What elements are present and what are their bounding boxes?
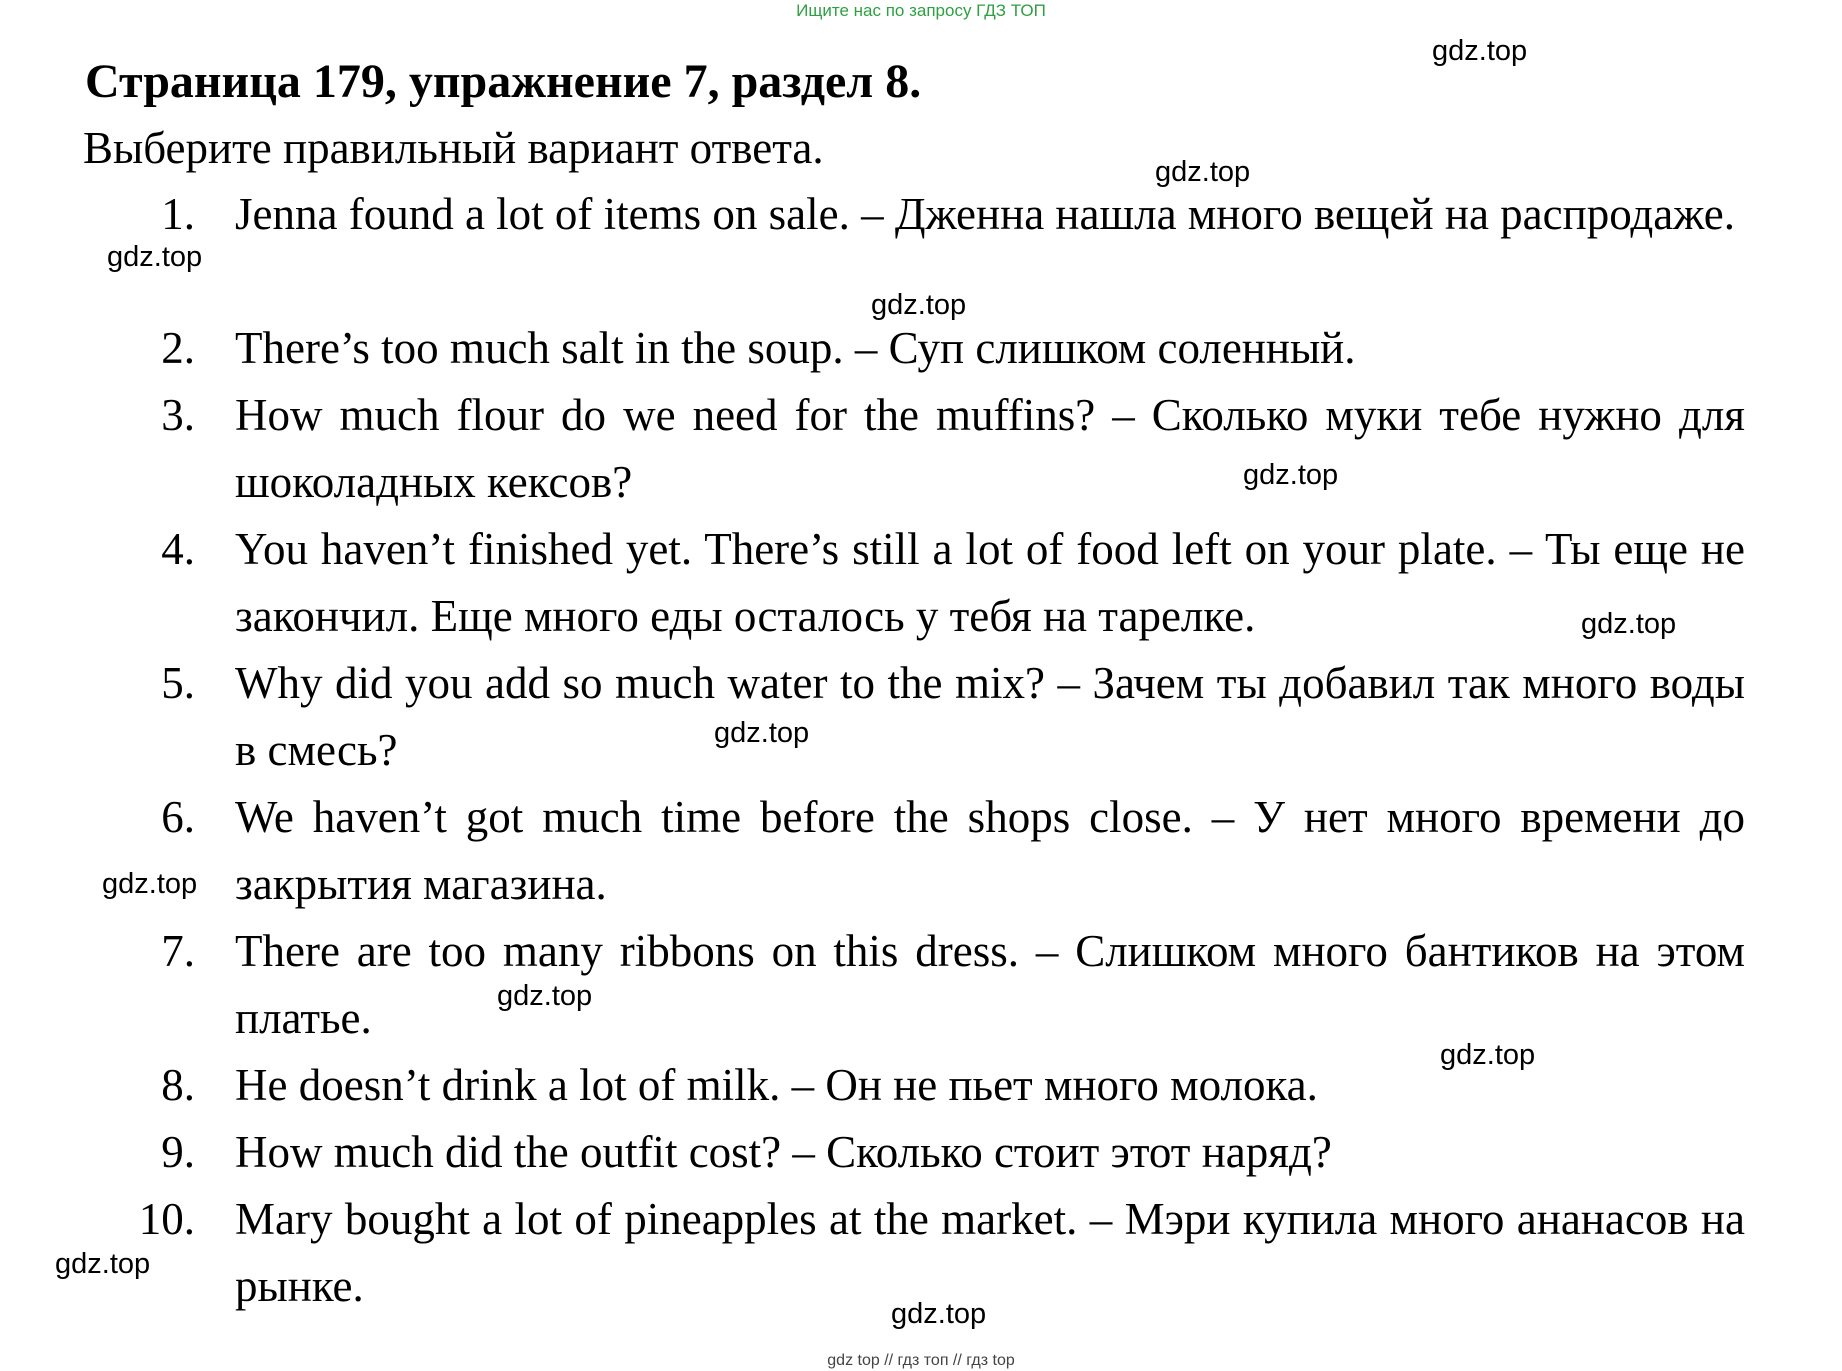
watermark: gdz.top [871, 289, 967, 321]
item-text: We haven’t got much time before the shops close. – У нет много времени до закрытия магазина. [235, 792, 1745, 909]
item-text: How much did the outfit cost? – Сколько стоит этот наряд? [235, 1127, 1332, 1177]
watermark: gdz.top [55, 1248, 151, 1280]
watermark: gdz.top [497, 980, 593, 1012]
item-number: 4. [161, 524, 195, 574]
watermark: gdz.top [891, 1298, 987, 1330]
item-text: Why did you add so much water to the mix? – Зачем ты добавил так много воды в смесь? [235, 658, 1745, 775]
watermark: gdz.top [714, 717, 810, 749]
watermark: gdz.top [107, 241, 203, 273]
item-number: 3. [161, 390, 195, 440]
item-text: You haven’t finished yet. There’s still a lot of food left on your plate. – Ты еще не закончил. Еще много еды осталось у тебя на тарелке. [235, 524, 1745, 641]
instruction: Выберите правильный вариант ответа. [83, 123, 824, 173]
watermark: gdz.top [102, 868, 198, 900]
item-number: 8. [161, 1060, 195, 1110]
watermark: gdz.top [1432, 35, 1528, 67]
item-number: 10. [138, 1194, 195, 1244]
item-text: How much flour do we need for the muffins? – Сколько муки тебе нужно для шоколадных кексов? [235, 390, 1745, 507]
watermark: gdz.top [1155, 156, 1251, 188]
item-number: 2. [161, 323, 195, 373]
watermark: gdz.top [1440, 1039, 1536, 1071]
watermark: gdz.top [1243, 459, 1339, 491]
item-text: Jenna found a lot of items on sale. – Дженна нашла много вещей на распродаже. [235, 189, 1735, 239]
top-banner: Ищите нас по запросу ГДЗ ТОП [796, 1, 1046, 20]
item-number: 1. [161, 189, 195, 239]
footer-credits: gdz top // гдз топ // гдз top [827, 1352, 1015, 1369]
item-text: There are too many ribbons on this dress. – Слишком много бантиков на этом платье. [235, 926, 1745, 1043]
item-number: 6. [161, 792, 195, 842]
item-text: Mary bought a lot of pineapples at the market. – Мэри купила много ананасов на рынке. [235, 1194, 1745, 1311]
item-number: 9. [161, 1127, 195, 1177]
watermark: gdz.top [1581, 608, 1677, 640]
item-number: 7. [161, 926, 195, 976]
item-text: He doesn’t drink a lot of milk. – Он не пьет много молока. [235, 1060, 1318, 1110]
page-title: Страница 179, упражнение 7, раздел 8. [85, 55, 922, 108]
item-text: There’s too much salt in the soup. – Суп слишком соленный. [235, 323, 1356, 373]
item-number: 5. [161, 658, 195, 708]
